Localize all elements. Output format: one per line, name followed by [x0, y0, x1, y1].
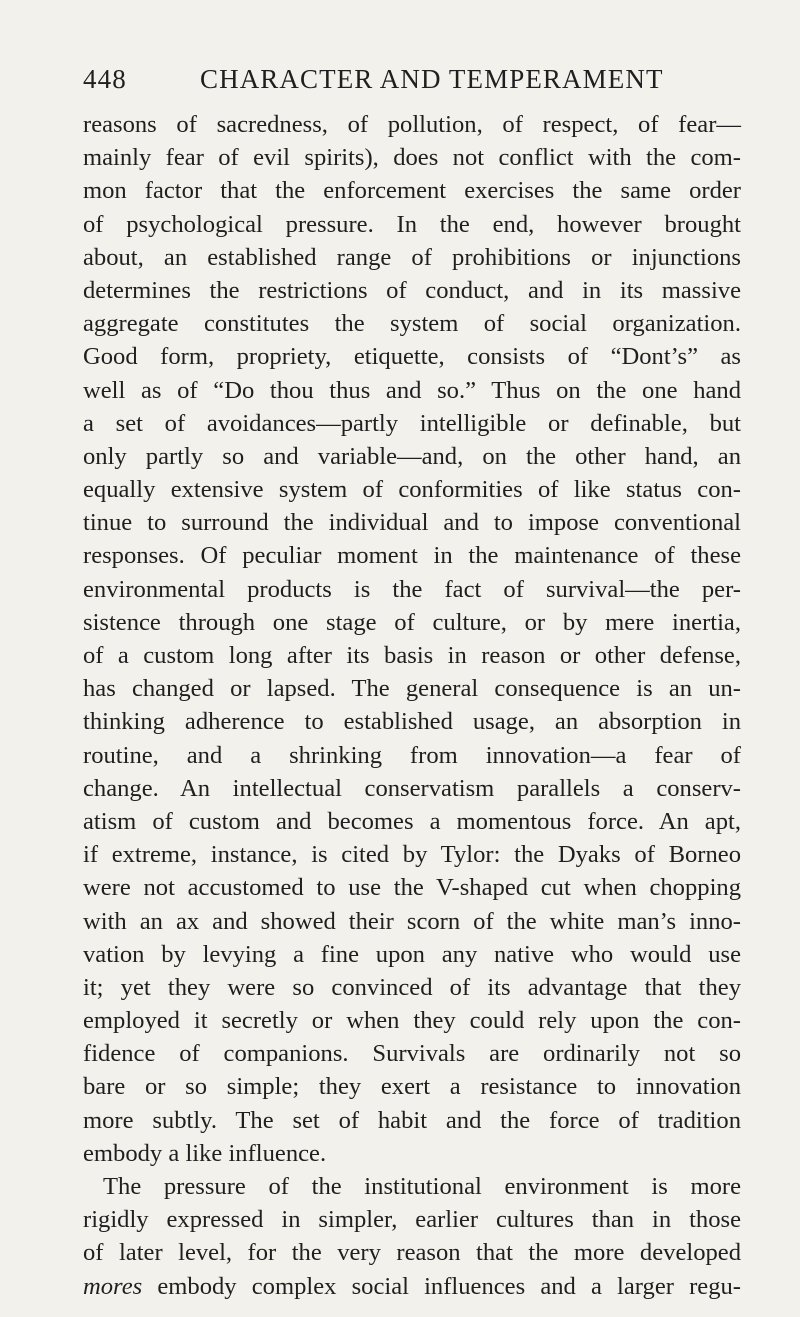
text-line: mainly fear of evil spirits), does not conflict with the com-: [83, 144, 741, 172]
text-line: tinue to surround the individual and to impose conventional: [83, 509, 741, 537]
text-line: reasons of sacredness, of pollution, of respect, of fear—: [83, 111, 741, 138]
text-line: it; yet they were so convinced of its advantage that they: [83, 973, 741, 1001]
text-line: atism of custom and becomes a momentous force. An apt,: [83, 807, 741, 835]
text-line: change. An intellectual conservatism parallels a conserv-: [83, 774, 741, 802]
page-number: 448: [83, 64, 127, 94]
running-title: CHARACTER AND TEMPERAMENT: [200, 64, 664, 94]
text-line: sistence through one stage of culture, or by mere inertia,: [83, 608, 741, 636]
text-line: determines the restrictions of conduct, and in its massive: [83, 276, 741, 304]
text-line: Good form, propriety, etiquette, consists of “Dont’s” as: [83, 343, 741, 371]
text-line: mon factor that the enforcement exercises the same order: [83, 177, 741, 205]
paragraph-start-line: The pressure of the institutional environment is more: [103, 1173, 741, 1200]
text-line: rigidly expressed in simpler, earlier cultures than in those: [83, 1206, 741, 1234]
text-line: well as of “Do thou thus and so.” Thus on the one hand: [83, 376, 741, 404]
text-line: of later level, for the very reason that the more developed: [83, 1239, 741, 1267]
text-line: fidence of companions. Survivals are ordinarily not so: [83, 1040, 741, 1068]
text-line: were not accustomed to use the V-shaped cut when chopping: [83, 874, 741, 902]
text-line: more subtly. The set of habit and the force of tradition: [83, 1106, 741, 1134]
text-line: environmental products is the fact of survival—the per-: [83, 575, 741, 603]
text-line: of a custom long after its basis in reason or other defense,: [83, 642, 741, 669]
text-line: thinking adherence to established usage, an absorption in: [83, 708, 741, 736]
text-line: responses. Of peculiar moment in the maintenance of these: [83, 542, 741, 570]
page-header: [83, 64, 743, 104]
text-line: vation by levying a fine upon any native who would use: [83, 940, 741, 968]
text-line: a set of avoidances—partly intelligible or definable, but: [83, 409, 741, 437]
italic-word: mores: [83, 1272, 143, 1300]
final-line-rest: embody complex social influences and a larger regu-: [142, 1272, 741, 1300]
paragraph-end-line: embody a like influence.: [83, 1139, 327, 1167]
text-line: bare or so simple; they exert a resistance to innovation: [83, 1073, 741, 1101]
text-line: equally extensive system of conformities of like status con-: [83, 476, 741, 504]
text-line: routine, and a shrinking from innovation—a fear of: [83, 741, 741, 769]
text-line: if extreme, instance, is cited by Tylor: the Dyaks of Borneo: [83, 841, 741, 869]
text-line: aggregate constitutes the system of social organization.: [83, 310, 741, 338]
text-line: about, an established range of prohibitions or injunctions: [83, 243, 741, 271]
body-text: [83, 108, 741, 1303]
text-line: of psychological pressure. In the end, however brought: [83, 210, 741, 238]
text-line: has changed or lapsed. The general consequence is an un-: [83, 675, 741, 703]
text-line: employed it secretly or when they could rely upon the con-: [83, 1007, 741, 1035]
final-text-line: [83, 1270, 741, 1303]
text-line: with an ax and showed their scorn of the white man’s inno-: [83, 907, 741, 935]
text-line: only partly so and variable—and, on the other hand, an: [83, 442, 741, 470]
